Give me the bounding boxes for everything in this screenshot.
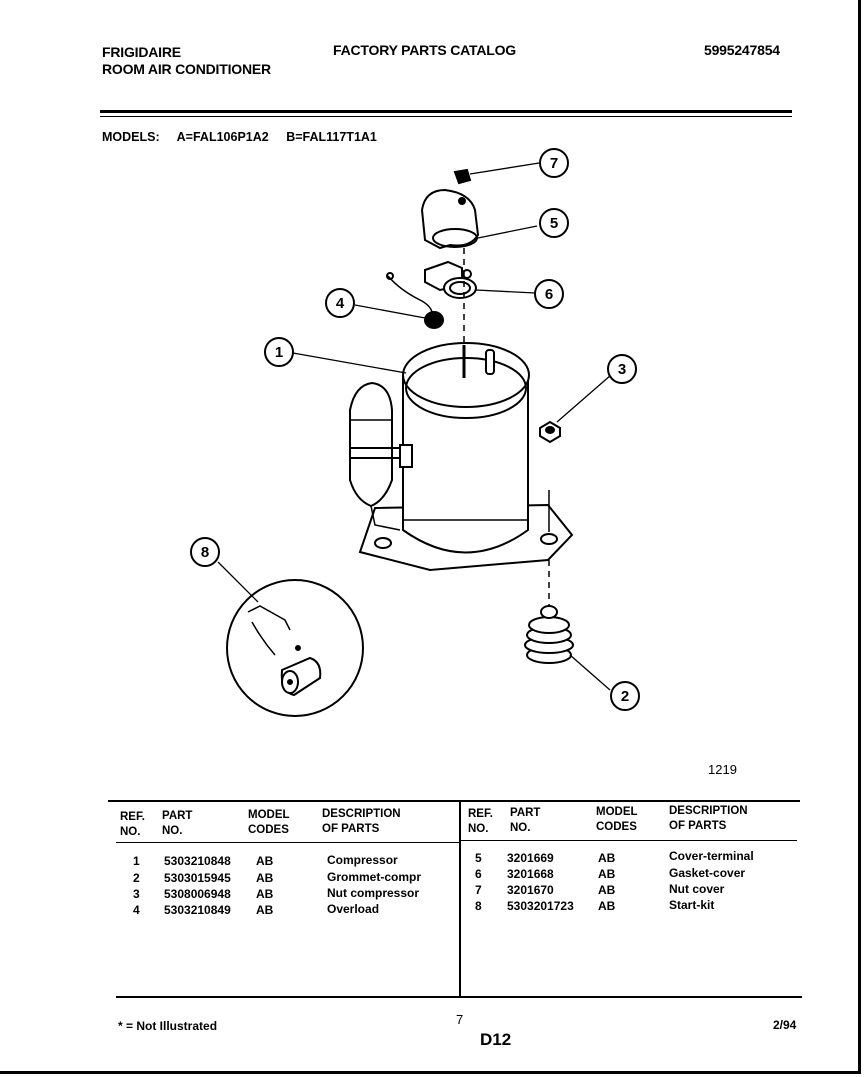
callout-label-2: 2 [620, 688, 630, 705]
models-label: MODELS: [102, 130, 160, 144]
callout-label-5: 5 [549, 215, 559, 232]
part-cell: 5303201723 [507, 899, 574, 913]
callout-label-1: 1 [274, 344, 284, 361]
ref-cell: 3 [133, 887, 140, 901]
product-name: ROOM AIR CONDITIONER [102, 61, 271, 77]
header-ref-right: REF. NO. [468, 808, 493, 835]
code-cell: AB [256, 887, 274, 901]
desc-cell: Overload [327, 902, 380, 916]
header-ref: REF. NO. [120, 811, 145, 838]
callout-label-7: 7 [549, 155, 559, 172]
callout-label-4: 4 [335, 295, 345, 312]
ref-cell: 4 [133, 903, 140, 917]
part-cell: 5308006948 [164, 887, 231, 901]
part-cell: 3201668 [507, 867, 554, 881]
desc-cell: Gasket-cover [669, 866, 746, 880]
section-code: D12 [480, 1030, 512, 1049]
desc-cell: Compressor [327, 853, 398, 867]
brand-name: FRIGIDAIRE [102, 44, 181, 60]
model-a: A=FAL106P1A2 [176, 130, 269, 144]
code-cell: AB [256, 871, 274, 885]
terminal-cover [422, 190, 478, 248]
header-desc: DESCRIPTION OF PARTS [322, 808, 401, 835]
figure-number: 1219 [708, 762, 737, 777]
desc-cell: Nut compressor [327, 886, 420, 900]
header-rule [100, 110, 792, 113]
code-cell: AB [256, 903, 274, 917]
ref-cell: 1 [133, 854, 140, 868]
table-header-rule-right [461, 840, 797, 841]
part-cell: 5303210849 [164, 903, 231, 917]
ref-cell: 8 [475, 899, 482, 913]
code-cell: AB [598, 867, 616, 881]
table-header-rule-left [116, 842, 459, 843]
part-cell: 5303015945 [164, 871, 231, 885]
callout-label-3: 3 [617, 361, 627, 378]
nut-compressor [540, 422, 560, 442]
ref-cell: 5 [475, 851, 482, 865]
code-cell: AB [598, 899, 616, 913]
ref-cell: 7 [475, 883, 482, 897]
desc-cell: Grommet-compr [327, 870, 422, 884]
code-cell: AB [598, 851, 616, 865]
header-rule-thin [100, 116, 792, 117]
model-b: B=FAL117T1A1 [286, 130, 377, 144]
desc-cell: Cover-terminal [669, 849, 754, 863]
ref-cell: 6 [475, 867, 482, 881]
desc-cell: Nut cover [669, 882, 725, 896]
callout-label-6: 6 [544, 286, 554, 303]
header-model: MODEL CODES [248, 809, 290, 836]
not-illustrated-note: * = Not Illustrated [118, 1019, 218, 1033]
page-number: 7 [456, 1012, 464, 1027]
catalog-title: FACTORY PARTS CATALOG [333, 42, 516, 58]
revision-date: 2/94 [773, 1018, 797, 1032]
catalog-number: 5995247854 [704, 42, 780, 58]
table-top-rule [108, 800, 800, 802]
header-part-right: PART NO. [510, 807, 541, 834]
part-cell: 3201669 [507, 851, 554, 865]
desc-cell: Start-kit [669, 898, 715, 912]
header-model-right: MODEL CODES [596, 806, 638, 833]
ref-cell: 2 [133, 871, 140, 885]
start-kit-inset [227, 580, 363, 716]
table-bottom-rule [116, 996, 802, 998]
part-cell: 3201670 [507, 883, 554, 897]
gasket-cover [425, 262, 476, 298]
part-cell: 5303210848 [164, 854, 231, 868]
code-cell: AB [256, 854, 274, 868]
exploded-parts-diagram [0, 140, 864, 740]
compressor-body [403, 343, 529, 553]
grommet-compressor [525, 606, 573, 663]
header-desc-right: DESCRIPTION OF PARTS [669, 805, 748, 832]
header-part: PART NO. [162, 810, 193, 837]
callout-label-8: 8 [200, 544, 210, 561]
code-cell: AB [598, 883, 616, 897]
cover-nut [455, 170, 470, 183]
table-center-divider [459, 800, 461, 996]
